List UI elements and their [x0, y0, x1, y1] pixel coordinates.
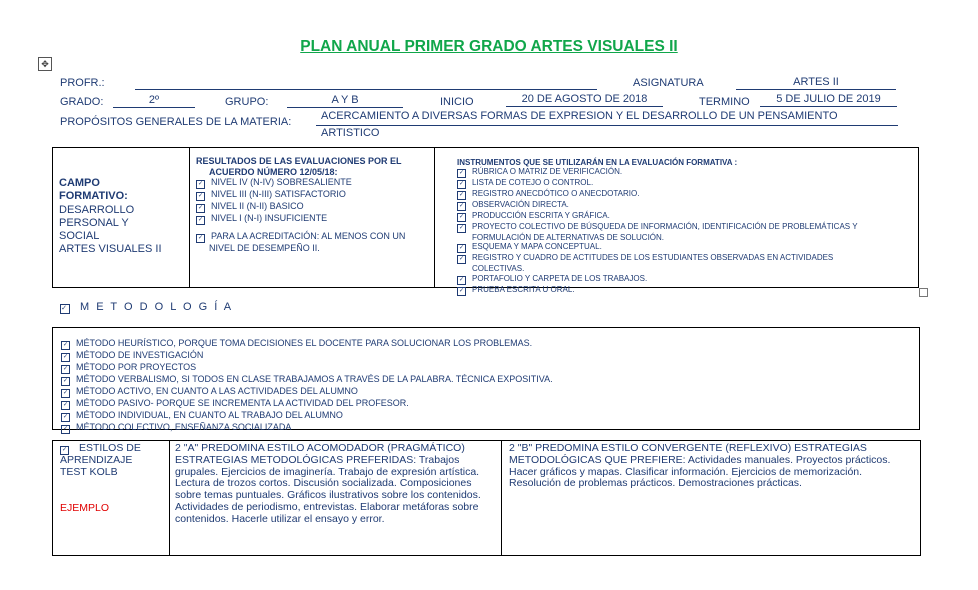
resize-handle-icon[interactable]: [919, 288, 928, 297]
campo-label-1: CAMPO: [59, 177, 100, 189]
campo-formativo: [59, 177, 162, 257]
checkbox-icon: ✓: [458, 203, 465, 210]
list-item: ✓ NIVEL II (N-II) BASICO: [197, 201, 304, 212]
checkbox-icon: ✓: [458, 245, 465, 252]
list-item: ✓ MÉTODO COLECTIVO, ENSEÑANZA SOCIALIZADA: [62, 422, 292, 432]
grupo-value: A Y B: [287, 94, 403, 108]
metodologia-table: [52, 327, 920, 430]
evaluation-table: [52, 147, 919, 294]
checkbox-icon: ✓: [62, 354, 69, 360]
list-item: ✓ MÉTODO HEURÍSTICO, PORQUE TOMA DECISIONES EL DOCENTE PARA SOLUCIONAR LOS PROBLEMAS.: [62, 338, 533, 348]
profr-label: PROFR.:: [60, 77, 105, 89]
checkbox-icon: ✓: [62, 342, 69, 348]
checkbox-icon: ✓: [197, 193, 204, 200]
campo-line: SOCIAL: [59, 230, 100, 243]
campo-line: DESARROLLO: [59, 203, 135, 216]
list-item: ✓ RÚBRICA O MATRIZ DE VERIFICACIÓN.: [458, 167, 623, 177]
checkbox-icon: ✓: [458, 192, 465, 199]
grado-label: GRADO:: [60, 96, 104, 108]
list-item: ✓ ESQUEMA Y MAPA CONCEPTUAL.: [458, 242, 602, 252]
checkbox-icon: ✓: [458, 276, 465, 283]
estilos-table: [52, 440, 921, 556]
propositos-label: PROPÓSITOS GENERALES DE LA MATERIA:: [60, 116, 292, 128]
checkbox-icon: ✓: [197, 181, 204, 188]
propositos-line-2: ARTISTICO: [321, 127, 380, 139]
list-item: ✓ MÉTODO ACTIVO, EN CUANTO A LAS ACTIVIDADES DEL ALUMNO: [62, 386, 358, 396]
list-item: ✓ NIVEL I (N-I) INSUFICIENTE: [197, 213, 328, 224]
list-item: ✓ NIVEL III (N-III) SATISFACTORIO: [197, 189, 346, 200]
checkbox-icon: ✓: [458, 170, 465, 177]
asignatura-label: ASIGNATURA: [633, 77, 704, 89]
checkbox-icon: ✓: [62, 414, 69, 420]
resultados-title: RESULTADOS DE LAS EVALUACIONES POR EL: [196, 156, 402, 166]
checkbox-icon: ✓: [197, 205, 204, 212]
checkbox-icon: ✓: [458, 225, 465, 232]
termino-value: 5 DE JULIO DE 2019: [760, 93, 897, 107]
checkbox-icon: ✓: [197, 217, 204, 224]
checkbox-icon: ✓: [458, 181, 465, 188]
checkbox-icon: ✓: [62, 426, 69, 432]
inicio-value: 20 DE AGOSTO DE 2018: [506, 93, 663, 107]
move-icon[interactable]: ✥: [38, 57, 52, 71]
grado-value: 2º: [113, 94, 195, 108]
list-item-continuation: COLECTIVAS.: [472, 264, 525, 274]
metodologia-heading: ✓ M E T O D O L O G Í A: [61, 301, 234, 313]
list-item: ✓ PRODUCCIÓN ESCRITA Y GRÁFICA.: [458, 211, 610, 221]
checkbox-icon: ✓: [62, 378, 69, 384]
instrumentos-title: INSTRUMENTOS QUE SE UTILIZARÁN EN LA EVALUACIÓN FORMATIVA :: [457, 158, 738, 167]
list-item: ✓ MÉTODO INDIVIDUAL, EN CUANTO AL TRABAJO DEL ALUMNO: [62, 410, 343, 420]
instrumentos-section: [457, 158, 915, 296]
list-item: ✓ REGISTRO ANECDÓTICO O ANECDOTARIO.: [458, 189, 640, 199]
list-item: ✓ MÉTODO DE INVESTIGACIÓN: [62, 350, 204, 360]
acreditacion-text: ✓ PARA LA ACREDITACIÓN: AL MENOS CON UN: [197, 231, 406, 242]
acreditacion-text-2: NIVEL DE DESEMPEÑO II.: [209, 243, 320, 254]
profr-field: [135, 77, 597, 90]
page-title: PLAN ANUAL PRIMER GRADO ARTES VISUALES II: [300, 38, 678, 55]
estilo-a-text: 2 "A" PREDOMINA ESTILO ACOMODADOR (PRAGMÁTICO) ESTRATEGIAS METODOLÓGICAS PREFERIDAS: Trabajos grupales. Ejercicios de imaginería. Trabajo de expresión artística. Lectura de trozos cortos. Discusión socializada. Composiciones sobre temas puntuales. Gráficos ilustrativos sobre los contenidos. Actividades de periodismo, entrevistas. Elaborar metáforas sobre contenidos. Hacerle utilizar el ensayo y error.: [175, 442, 481, 525]
checkbox-icon: ✓: [458, 214, 465, 221]
estilos-label: ✓ ESTILOS DE APRENDIZAJE TEST KOLB EJEMPLO: [60, 442, 141, 514]
list-item: ✓ LISTA DE COTEJO O CONTROL.: [458, 178, 594, 188]
checkbox-icon: ✓: [61, 305, 69, 312]
campo-line: ARTES VISUALES II: [59, 243, 162, 256]
asignatura-value: ARTES II: [736, 76, 896, 90]
list-item: ✓ OBSERVACIÓN DIRECTA.: [458, 200, 569, 210]
list-item-continuation: FORMULACIÓN DE ALTERNATIVAS DE SOLUCIÓN.: [472, 233, 665, 243]
checkbox-icon: ✓: [62, 366, 69, 372]
termino-label: TERMINO: [699, 96, 750, 108]
campo-label-2: FORMATIVO:: [59, 190, 128, 203]
checkbox-icon: ✓: [458, 287, 465, 294]
ejemplo-label: EJEMPLO: [60, 501, 110, 514]
list-item: ✓ REGISTRO Y CUADRO DE ACTITUDES DE LOS ESTUDIANTES OBSERVADAS EN ACTIVIDADES: [458, 253, 834, 263]
checkbox-icon: ✓: [458, 256, 465, 263]
list-item: ✓ MÉTODO VERBALISMO, SI TODOS EN CLASE TRABAJAMOS A TRAVÉS DE LA PALABRA. TÉCNICA EXPOSITIVA.: [62, 374, 553, 384]
list-item: ✓ MÉTODO PASIVO- PORQUE SE INCREMENTA LA ACTIVIDAD DEL PROFESOR.: [62, 398, 409, 408]
list-item: ✓ PRUEBA ESCRITA U ORAL.: [458, 284, 575, 294]
checkbox-icon: ✓: [62, 390, 69, 396]
resultados-title-2: ACUERDO NÚMERO 12/05/18:: [209, 166, 338, 177]
list-item: ✓ PROYECTO COLECTIVO DE BÚSQUEDA DE INFORMACIÓN, IDENTIFICACIÓN DE PROBLEMÁTICAS Y: [458, 222, 858, 232]
estilo-b-text: 2 "B" PREDOMINA ESTILO CONVERGENTE (REFLEXIVO) ESTRATEGIAS METODOLÓGICAS QUE PREFIERE: Actividades manuales. Proyectos prácticos. Hacer gráficos y mapas. Clasificar información. Ejercicios de memorización. Resolución de problemas prácticos. Demostraciones prácticas.: [509, 442, 891, 490]
checkbox-icon: ✓: [197, 235, 204, 242]
inicio-label: INICIO: [440, 96, 474, 108]
grupo-label: GRUPO:: [225, 96, 269, 108]
list-item: ✓ MÉTODO POR PROYECTOS: [62, 362, 197, 372]
resultados-section: [196, 156, 432, 254]
campo-line: PERSONAL Y: [59, 216, 129, 229]
checkbox-icon: ✓: [61, 447, 68, 453]
propositos-line-1: ACERCAMIENTO A DIVERSAS FORMAS DE EXPRESION Y EL DESARROLLO DE UN PENSAMIENTO: [321, 110, 838, 122]
list-item: ✓ NIVEL IV (N-IV) SOBRESALIENTE: [197, 177, 352, 188]
list-item: ✓ PORTAFOLIO Y CARPETA DE LOS TRABAJOS.: [458, 273, 648, 283]
checkbox-icon: ✓: [62, 402, 69, 408]
